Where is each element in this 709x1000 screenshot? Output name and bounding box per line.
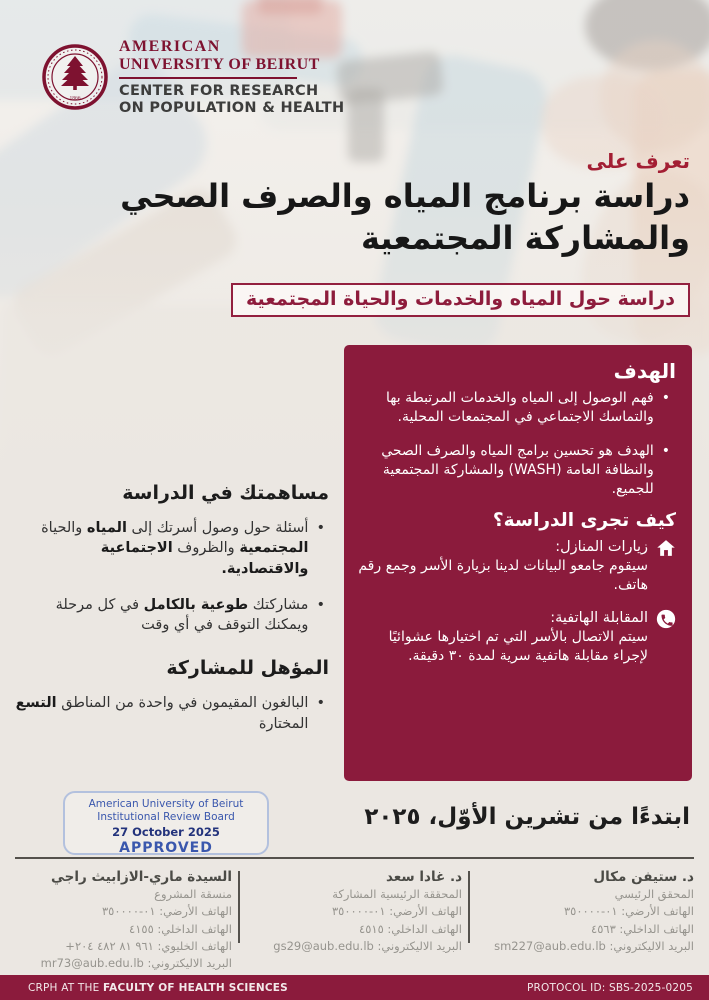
- contact-principal-investigator: [472, 869, 694, 955]
- university-name-line1: AMERICAN: [119, 38, 221, 55]
- contact-role: المحققة الرئيسية المشاركة: [332, 887, 462, 901]
- contact-landline: الهاتف الأرضي: ٠١-٣٥٠٠٠٠: [101, 904, 232, 919]
- phone-icon: [656, 609, 676, 629]
- house-icon: [656, 538, 676, 558]
- subtitle-badge: دراسة حول المياه والخدمات والحياة المجتمعية: [231, 283, 690, 317]
- bullet-dot: •: [316, 520, 325, 536]
- goal-bullet-1: • فهم الوصول إلى المياه والخدمات المرتبطة بها والتماسك الاجتماعي في المجتمعات المحلية.: [358, 389, 670, 428]
- faculty-label: CRPH AT THE FACULTY OF HEALTH SCIENCES: [28, 981, 288, 994]
- aub-crph-logo: [42, 38, 344, 116]
- eligibility-heading: المؤهل للمشاركة: [166, 657, 329, 680]
- footer-divider: [15, 857, 694, 859]
- contribution-bullet-1: • أسئلة حول وصول أسرتك إلى المياه والحياة المجتمعية والظروف الاجتماعية والاقتصادية.: [15, 518, 325, 579]
- poster-title-line1: دراسة برنامج المياه والصرف الصحي: [120, 177, 690, 215]
- method-phone-label: المقابلة الهاتفية:: [550, 609, 648, 626]
- contribution-bullet-2: • مشاركتك طوعية بالكامل في كل مرحلة ويمكنك التوقف في أي وقت: [15, 595, 325, 636]
- irb-line1: American University of Beirut: [88, 798, 244, 810]
- method-phone-desc: سيتم الاتصال بالأسر التي تم اختيارها عشوائيًا لإجراء مقابلة هاتفية سرية لمدة ٣٠ دقيقة.: [388, 628, 648, 665]
- goal-bullet-2: • الهدف هو تحسين برامج المياه والصرف الصحي والنظافة العامة (WASH) والمشاركة المجتمعية للجميع.: [358, 442, 670, 500]
- contact-extension: الهاتف الداخلي: ٤١٥٥: [129, 921, 232, 936]
- contact-project-coordinator: [14, 869, 232, 972]
- center-name-line1: CENTER FOR RESEARCH: [119, 83, 319, 99]
- poster-title-line2: والمشاركة المجتمعية: [360, 218, 690, 257]
- method-home-label: زيارات المنازل:: [555, 538, 648, 555]
- university-name-line2: UNIVERSITY OF BEIRUT: [119, 56, 320, 73]
- bullet-dot: •: [661, 442, 670, 459]
- poster-title: [18, 176, 690, 259]
- contact-name: السيدة ماري-الازابيث راجي: [50, 869, 232, 885]
- contacts-divider: [468, 871, 470, 943]
- goal-heading: الهدف: [613, 359, 676, 383]
- contact-extension: الهاتف الداخلي: ٤٥٦٣: [591, 921, 694, 936]
- contact-mobile: الهاتف الخليوي: +٩٦١ ٨١ ٤٨٢ ٢٠٤: [65, 938, 232, 953]
- contact-role: المحقق الرئيسي: [614, 887, 694, 901]
- goal-panel: [344, 345, 692, 781]
- protocol-id: PROTOCOL ID: SBS-2025-0205: [527, 981, 693, 994]
- method-home-desc: سيقوم جامعو البيانات لدينا بزيارة الأسر وجمع رقم هاتف.: [358, 557, 648, 594]
- contact-name: د. غادا سعد: [386, 869, 462, 885]
- bullet-dot: •: [316, 596, 325, 613]
- logo-divider: [119, 77, 297, 79]
- protocol-bar: [0, 975, 709, 1000]
- kicker-text: تعرف على: [586, 149, 690, 173]
- contact-landline: الهاتف الأرضي: ٠١-٣٥٠٠٠٠: [563, 904, 694, 919]
- aub-seal-icon: [42, 44, 108, 110]
- irb-date: 27 October 2025: [112, 825, 220, 840]
- contact-email: البريد الاليكتروني: mr73@aub.edu.lb: [40, 956, 232, 970]
- contact-extension: الهاتف الداخلي: ٤٥١٥: [359, 921, 462, 936]
- irb-status: APPROVED: [119, 840, 213, 857]
- irb-line2: Institutional Review Board: [97, 811, 235, 824]
- eligibility-bullet: • البالغون المقيمون في واحدة من المناطق التسع المختارة: [15, 693, 325, 734]
- contact-landline: الهاتف الأرضي: ٠١-٣٥٠٠٠٠: [331, 904, 462, 919]
- seal-year: 1866: [69, 95, 81, 102]
- contribution-section: [15, 482, 329, 750]
- bullet-dot: •: [661, 390, 670, 406]
- method-phone-interview: [358, 608, 676, 667]
- contribution-heading: مساهمتك في الدراسة: [122, 482, 329, 504]
- contact-email: البريد الاليكتروني: gs29@aub.edu.lb: [273, 938, 462, 953]
- contact-name: د. ستيفن مكال: [593, 869, 694, 885]
- irb-approval-stamp: [63, 791, 269, 855]
- method-home-visits: [358, 537, 676, 596]
- contact-role: منسقة المشروع: [154, 887, 232, 901]
- start-date-text: ابتدءًا من تشرين الأوّل، ٢٠٢٥: [364, 804, 690, 830]
- contact-co-investigator: [244, 869, 462, 955]
- contact-email: البريد الاليكتروني: sm227@aub.edu.lb: [494, 938, 694, 953]
- how-heading: كيف تجرى الدراسة؟: [492, 509, 676, 531]
- contacts-divider: [238, 871, 240, 943]
- bullet-dot: •: [316, 695, 325, 712]
- contacts-footer: [0, 869, 709, 969]
- center-name-line2: ON POPULATION & HEALTH: [119, 99, 345, 116]
